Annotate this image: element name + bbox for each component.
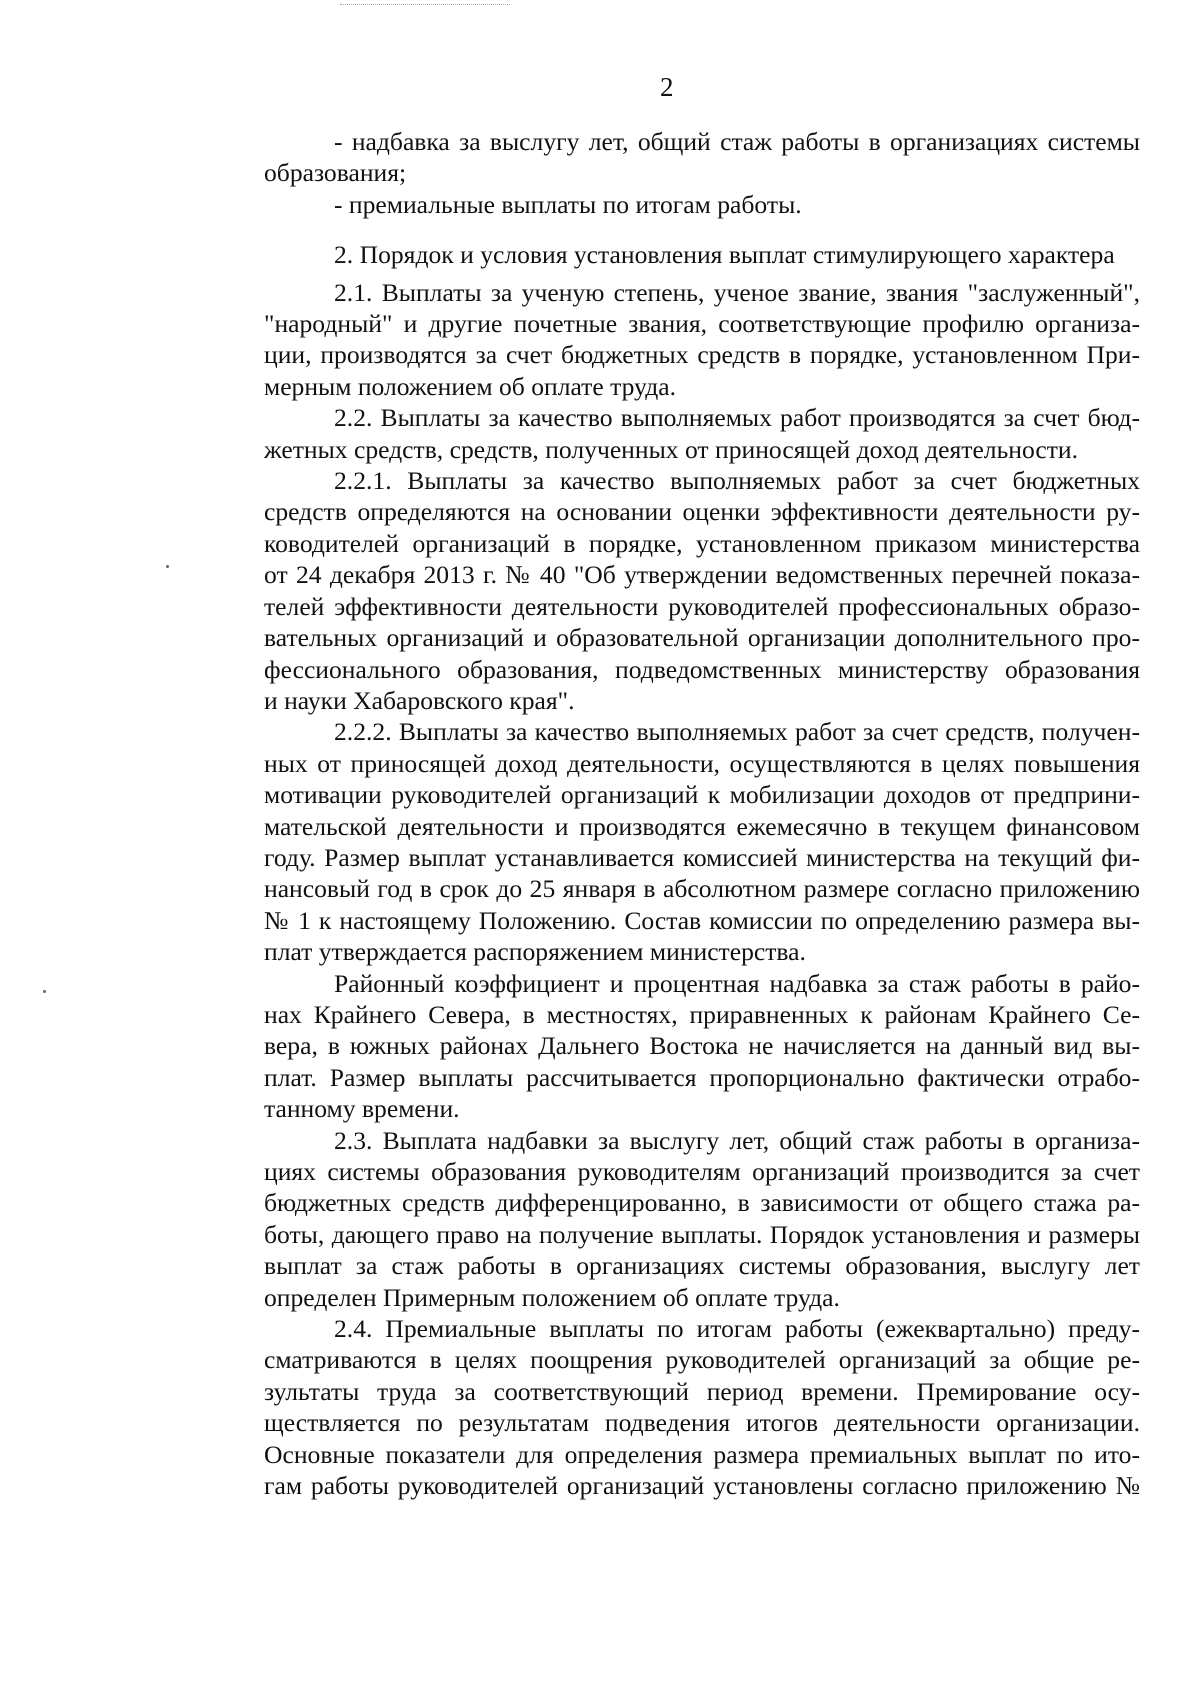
text-line: ции, производятся за счет бюджетных средств в порядке, установленном При- bbox=[264, 340, 1140, 370]
text-line: - премиальные выплаты по итогам работы. bbox=[334, 189, 802, 219]
scan-speck bbox=[166, 565, 169, 568]
text-line: - надбавка за выслугу лет, общий стаж работы в организациях системы bbox=[334, 127, 1140, 156]
scan-artifact bbox=[340, 4, 510, 7]
text-line: 2. Порядок и условия установления выплат стимулирующего характера bbox=[334, 240, 1115, 270]
text-line: телей эффективности деятельности руководителей профессиональных образо- bbox=[264, 591, 1140, 621]
text-line: вера, в южных районах Дальнего Востока не начисляется на данный вид вы- bbox=[264, 1031, 1140, 1061]
text-line: Основные показатели для определения размера премиальных выплат по ито- bbox=[264, 1439, 1140, 1469]
text-line: выплат за стаж работы в организациях системы образования, выслугу лет bbox=[264, 1251, 1140, 1281]
paragraph-2-1 bbox=[194, 277, 1140, 403]
text-line: и науки Хабаровского края". bbox=[264, 685, 575, 715]
text-line: Районный коэффициент и процентная надбавка за стаж работы в райо- bbox=[334, 968, 1140, 998]
text-line: году. Размер выплат устанавливается комиссией министерства на текущий фи- bbox=[264, 842, 1140, 872]
text-line: 2.1. Выплаты за ученую степень, ученое звание, звания "заслуженный", bbox=[334, 277, 1140, 307]
text-line: вательных организаций и образовательной организации дополнительного про- bbox=[264, 623, 1140, 653]
paragraph-2 bbox=[194, 189, 1140, 220]
paragraph-2-3 bbox=[194, 1125, 1140, 1313]
text-line: 2.3. Выплата надбавки за выслугу лет, общий стаж работы в организа- bbox=[334, 1125, 1140, 1155]
text-line: 2.2. Выплаты за качество выполняемых работ производятся за счет бюд- bbox=[334, 403, 1140, 433]
text-line: ществляется по результатам подведения итогов деятельности организации. bbox=[264, 1408, 1140, 1438]
text-line: 2.4. Премиальные выплаты по итогам работы (ежеквартально) преду- bbox=[334, 1314, 1140, 1344]
document-body bbox=[194, 126, 1140, 1501]
text-line: боты, дающего право на получение выплаты. Порядок установления и размеры bbox=[264, 1219, 1140, 1249]
text-line: средств определяются на основании оценки эффективности деятельности ру- bbox=[264, 497, 1140, 527]
paragraph-2-2-2 bbox=[194, 716, 1140, 967]
text-line: "народный" и другие почетные звания, соответствующие профилю организа- bbox=[264, 309, 1140, 339]
text-line: образования; bbox=[264, 158, 407, 188]
text-line: № 1 к настоящему Положению. Состав комиссии по определению размера вы- bbox=[264, 905, 1140, 935]
paragraph-2-2-1 bbox=[194, 465, 1140, 716]
scan-speck bbox=[43, 990, 46, 993]
text-line: циях системы образования руководителям организаций производится за счет bbox=[264, 1157, 1140, 1186]
text-line: от 24 декабря 2013 г. № 40 "Об утверждении ведомственных перечней показа- bbox=[264, 560, 1140, 590]
text-line: зультаты труда за соответствующий период времени. Премирование осу- bbox=[264, 1376, 1140, 1406]
text-line: сматриваются в целях поощрения руководителей организаций за общие ре- bbox=[264, 1345, 1140, 1375]
text-line: жетных средств, средств, полученных от приносящей доход деятельности. bbox=[264, 434, 1079, 464]
paragraph-2-4 bbox=[194, 1313, 1140, 1501]
text-line: бюджетных средств дифференцированно, в зависимости от общего стажа ра- bbox=[264, 1188, 1140, 1218]
text-line: нансовый год в срок до 25 января в абсолютном размере согласно приложению bbox=[264, 874, 1140, 904]
paragraph-1 bbox=[194, 126, 1140, 189]
section-heading bbox=[194, 239, 1140, 270]
text-line: мотивации руководителей организаций к мобилизации доходов от предприни- bbox=[264, 780, 1140, 810]
text-line: ководителей организаций в порядке, установленном приказом министерства bbox=[264, 528, 1140, 558]
text-line: мательской деятельности и производятся ежемесячно в текущем финансовом bbox=[264, 811, 1140, 841]
text-line: плат утверждается распоряжением министерства. bbox=[264, 937, 806, 967]
text-line: мерным положением об оплате труда. bbox=[264, 371, 677, 401]
text-line: 2.2.1. Выплаты за качество выполняемых работ за счет бюджетных bbox=[334, 466, 1140, 496]
text-line: нах Крайнего Севера, в местностях, приравненных к районам Крайнего Се- bbox=[264, 999, 1140, 1029]
page-number: 2 bbox=[660, 72, 674, 102]
text-line: определен Примерным положением об оплате труда. bbox=[264, 1282, 840, 1312]
text-line: ных от приносящей доход деятельности, осуществляются в целях повышения bbox=[264, 748, 1140, 778]
text-line: гам работы руководителей организаций установлены согласно приложению № bbox=[264, 1471, 1140, 1501]
text-line: 2.2.2. Выплаты за качество выполняемых работ за счет средств, получен- bbox=[334, 717, 1140, 747]
text-line: фессионального образования, подведомственных министерству образования bbox=[264, 654, 1140, 684]
text-line: танному времени. bbox=[264, 1094, 460, 1124]
paragraph-2-2 bbox=[194, 402, 1140, 465]
paragraph-regional-coefficient bbox=[194, 968, 1140, 1125]
text-line: плат. Размер выплаты рассчитывается пропорционально фактически отрабо- bbox=[264, 1062, 1140, 1092]
